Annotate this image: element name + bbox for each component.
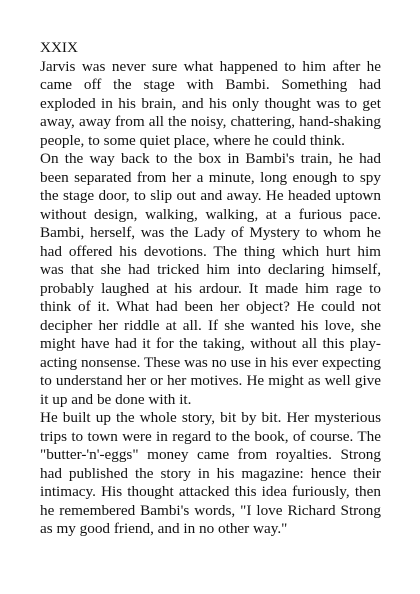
chapter-heading: XXIX <box>40 39 78 56</box>
paragraph: On the way back to the box in Bambi's train, he had been separated from her a minute, long enough to spy the stage door, to slip out and away. He headed uptown without design, walking, walking, at a furious pace. Bambi, herself, was the Lady of Mystery to whom he had offered his devotions. The thing which hurt him was that she had tricked him into declaring himself, probably laughed at his ardour. It made him rage to think of it. What had been her object? He could not decipher her riddle at all. If she wanted his love, she might have had it for the taking, without all this play-acting nonsense. These was no use in his ever expecting to understand her or her motives. He might as well give it up and be done with it. <box>40 150 381 408</box>
paragraph: He built up the whole story, bit by bit. Her mysterious trips to town were in regard to the book, of course. The "butter-'n'-eggs" money came from royalties. Strong had published the story in his magazine: hence their intimacy. His thought attacked this idea furiously, then he remembered Bambi's words, "I love Richard Strong as my good friend, and in no other way." <box>40 409 381 537</box>
paragraph: Jarvis was never sure what happened to him after he came off the stage with Bambi. Something had exploded in his brain, and his only thought was to get away, away from all the noisy, chattering, hand-shaking people, to some quiet place, where he could think. <box>40 57 381 149</box>
document-page <box>40 39 381 539</box>
